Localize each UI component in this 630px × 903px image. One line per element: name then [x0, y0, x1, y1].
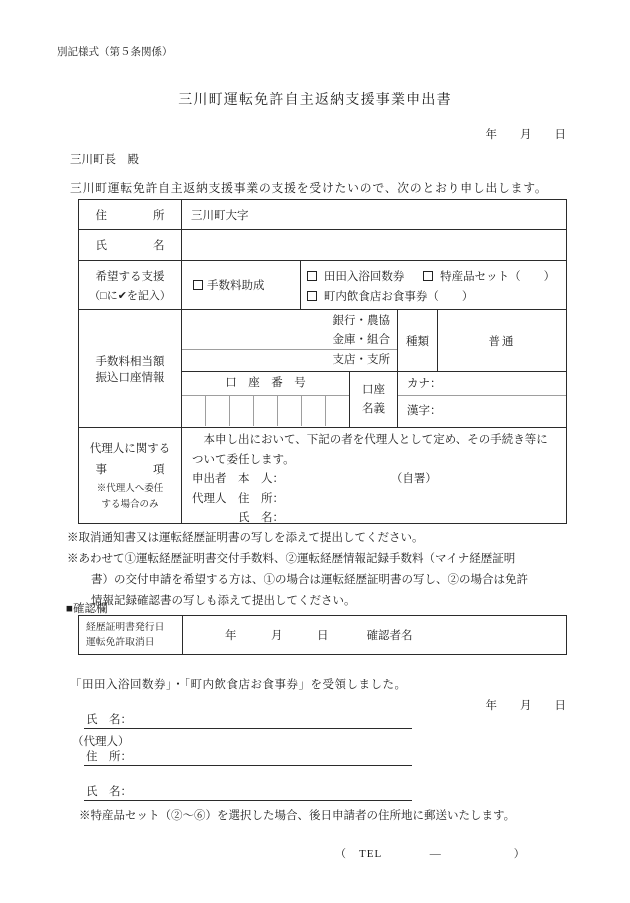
page-title: 三川町運転免許自主返納支援事業申出書 [178, 93, 452, 108]
form-code: 別記様式（第５条関係） [57, 47, 173, 58]
recipient-name-field[interactable] [84, 711, 412, 729]
proxy-address-label: 住 所： [86, 751, 132, 763]
bank-suffix-line1: 銀行・農協 [332, 315, 390, 327]
kana-label: カナ： [407, 378, 442, 390]
bank-column [182, 310, 398, 371]
proxy-address-field[interactable] [84, 748, 412, 766]
account-number-row [182, 372, 566, 427]
account-number-cell[interactable] [278, 396, 302, 426]
account-holder-label-line2: 名義 [362, 402, 385, 415]
address-value: 三川町大字 [191, 209, 249, 222]
account-type-value: 普通 [488, 335, 516, 348]
account-info-cell [182, 310, 566, 427]
note-fee-application-line2: 書）の交付申請を希望する方は、①の場合は運転経歴証明書の写し、②の場合は免許 [91, 574, 528, 586]
mailing-note: ※特産品セット（②～⑥）を選択した場合、後日申請者の住所地に郵送いたします。 [79, 810, 516, 822]
address-value-cell[interactable] [182, 200, 566, 229]
receipt-statement: 「田田入浴回数券」・「町内飲食店お食事券」を受領しました。 [70, 679, 407, 691]
holder-kanji-field[interactable] [398, 396, 566, 426]
notes-block [67, 528, 577, 612]
support-options-line2 [307, 287, 566, 307]
proxy-label-line2: 事 項 [95, 463, 165, 476]
bath-ticket-label: 田田入浴回数券 [323, 271, 405, 283]
confirm-row-label [79, 616, 183, 654]
branch-name-field[interactable] [182, 350, 397, 371]
account-number-cell[interactable] [206, 396, 230, 426]
proxy-content-cell [182, 428, 566, 523]
account-number-header: 口 座 番 号 [182, 372, 349, 396]
applicant-self-line[interactable] [192, 470, 556, 490]
row-proxy [79, 428, 566, 523]
row-address [79, 200, 566, 230]
row-account-info [79, 310, 566, 428]
support-label-line1: 希望する支援 [95, 270, 165, 283]
local-products-checkbox[interactable] [423, 271, 433, 281]
license-revoke-date-label: 運転免許取消日 [86, 637, 155, 648]
delegation-statement: 本申し出において、下記の者を代理人として定め、その手続き等について委任します。 [192, 434, 548, 466]
account-number-cells [182, 396, 349, 426]
proxy-name-line[interactable]: 氏 名： [192, 512, 284, 524]
recipient-name-label: 氏 名： [86, 714, 132, 726]
account-info-label-line1: 手数料相当額 [95, 355, 165, 368]
support-label-line2: （□に✔を記入） [89, 289, 171, 302]
account-number-cell[interactable] [326, 396, 349, 426]
row-support [79, 261, 566, 310]
proxy-name-field[interactable] [84, 783, 412, 801]
fee-subsidy-checkbox[interactable] [193, 280, 203, 290]
name-label: 氏 名 [79, 230, 182, 260]
confirm-table [78, 615, 567, 655]
bath-ticket-checkbox[interactable] [307, 271, 317, 281]
account-number-column [182, 372, 350, 427]
kanji-label: 漢字： [407, 405, 442, 417]
row-name [79, 230, 566, 261]
proxy-note-line1: ※代理人へ委任 [96, 483, 164, 494]
bank-row [182, 310, 566, 372]
account-number-cell[interactable] [302, 396, 326, 426]
bank-name-field[interactable] [182, 310, 397, 350]
fee-subsidy-label: 手数料助成 [207, 280, 265, 292]
proxy-section-label [79, 428, 182, 523]
account-number-cell[interactable] [182, 396, 206, 426]
account-holder-label [350, 372, 398, 427]
intro-sentence: 三川町運転免許自主返納支援事業の支援を受けたいので、次のとおり申し出します。 [70, 181, 548, 195]
receipt-date-line: 年 月 日 [485, 700, 566, 712]
meal-ticket-label: 町内飲食店お食事券（ ） [323, 291, 474, 303]
confirm-heading: ■確認欄 [66, 603, 108, 615]
note-fee-application-line1: ※あわせて①運転経歴証明書交付手数料、②運転経歴情報記録手数料（マイナ経歴証明 [67, 553, 516, 565]
self-sign-note: （自署） [390, 473, 437, 485]
name-value-cell[interactable] [182, 230, 566, 260]
branch-suffix: 支店・支所 [332, 354, 390, 366]
proxy-label-line1: 代理人に関する [89, 442, 171, 455]
proxy-name-label: 氏 名： [86, 786, 132, 798]
confirm-value-cell[interactable] [183, 616, 566, 654]
bank-suffix-line2: 金庫・組合 [332, 334, 390, 346]
holder-kana-field[interactable] [398, 372, 566, 396]
cert-issue-date-label: 経歴証明書発行日 [86, 622, 165, 633]
note-fee-application-line3: 情報記録確認書の写しも添えて提出してください。 [91, 595, 356, 607]
confirm-date-placeholder: 年 月 日 [225, 630, 329, 642]
main-table [78, 199, 567, 524]
proxy-address-line[interactable]: 代理人 住 所： [192, 492, 284, 505]
support-options-line1 [307, 267, 566, 287]
receipt-proxy-heading: （代理人） [72, 736, 130, 748]
note-attach-copy: ※取消通知書又は運転経歴証明書の写しを添えて提出してください。 [67, 532, 424, 544]
account-info-label-line2: 振込口座情報 [95, 371, 165, 384]
applicant-label: 申出者 本 人： [192, 473, 284, 485]
address-label: 住 所 [79, 200, 182, 229]
proxy-note-line2: する場合のみ [101, 499, 159, 510]
support-options-cell [301, 261, 566, 309]
addressee: 三川町長 殿 [70, 154, 139, 166]
tel-field[interactable]: （ TEL ― ） [335, 848, 526, 860]
confirmer-name-label: 確認者名 [366, 630, 413, 642]
meal-ticket-checkbox[interactable] [307, 291, 317, 301]
account-info-label [79, 310, 182, 427]
account-holder-fields [398, 372, 566, 427]
fee-subsidy-option [182, 261, 301, 309]
support-label [79, 261, 182, 309]
account-type-label: 種類 [398, 310, 438, 371]
issue-date-line: 年 月 日 [485, 129, 566, 141]
local-products-label: 特産品セット（ ） [440, 271, 556, 283]
account-number-cell[interactable] [230, 396, 254, 426]
account-number-cell[interactable] [254, 396, 278, 426]
account-holder-label-line1: 口座 [362, 383, 385, 396]
